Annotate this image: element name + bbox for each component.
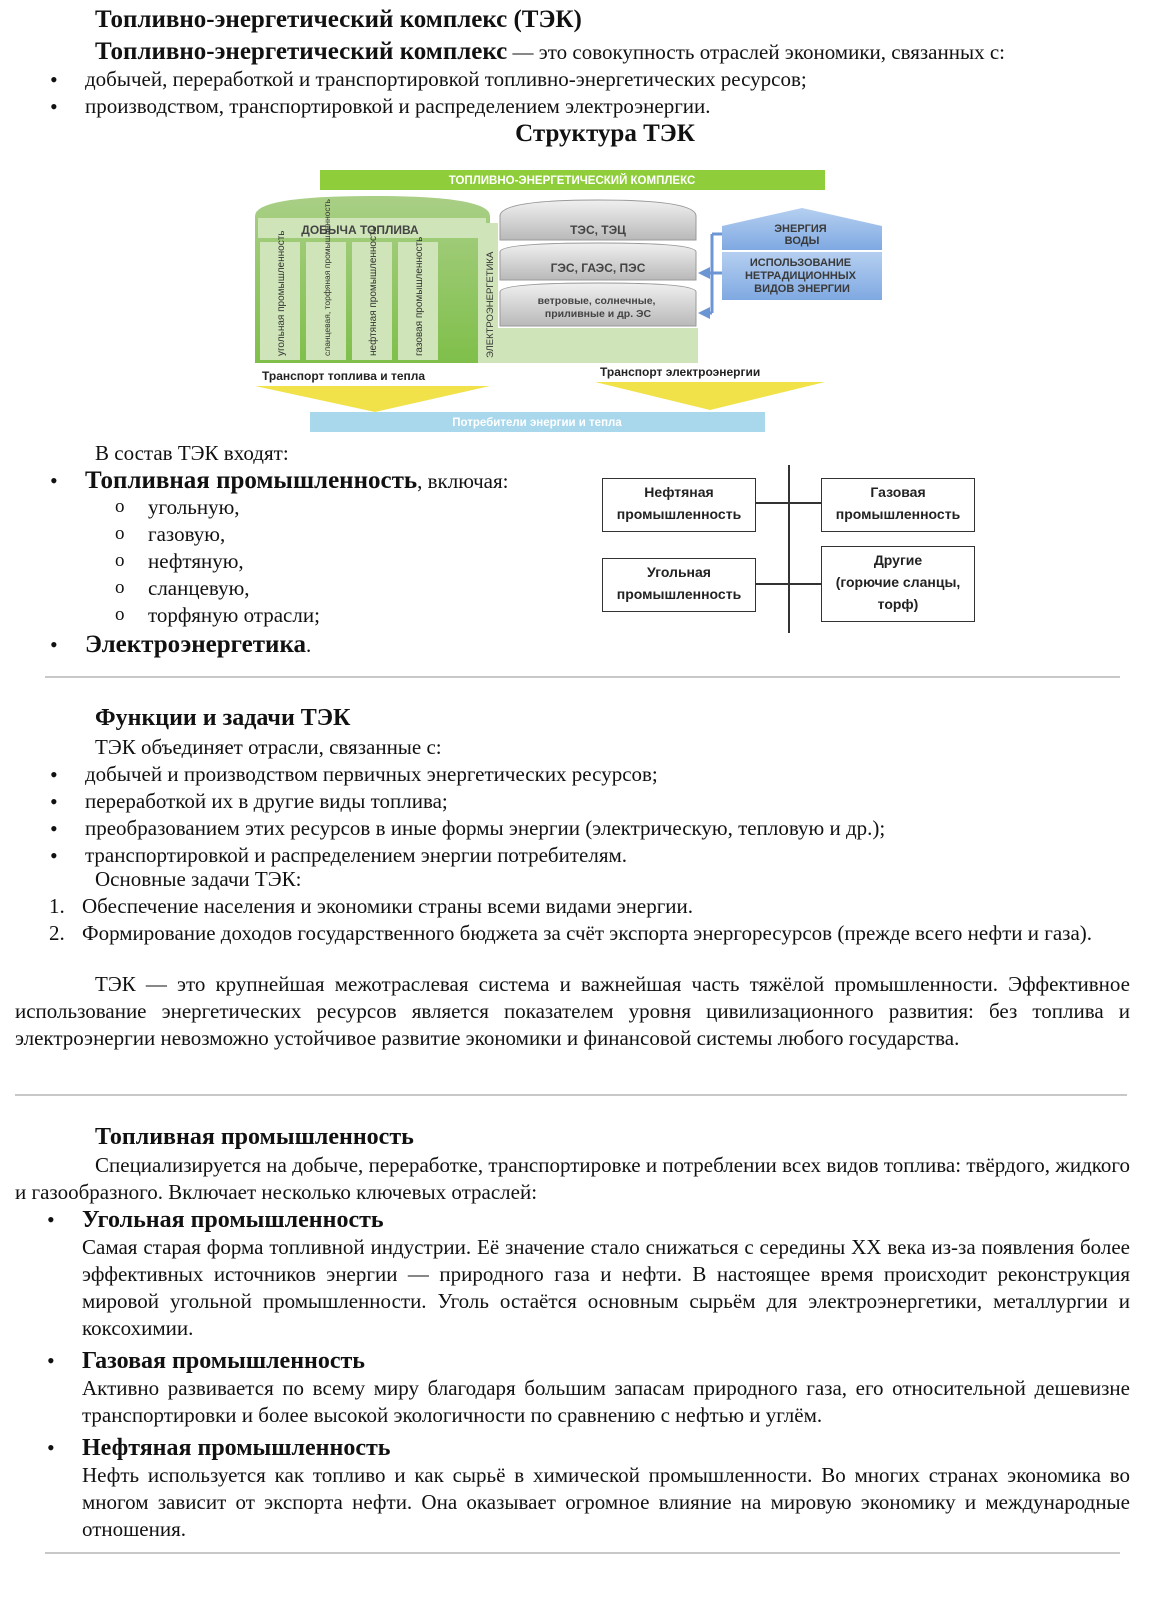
plant-renewable-label: ветровые, солнечные, приливные и др. ЭС	[537, 295, 656, 320]
plant-ges-label: ГЭС, ГАЭС, ПЭС	[550, 261, 646, 275]
box-oil-line: Нефтяная	[644, 484, 714, 500]
box-other-line: Другие	[873, 552, 923, 568]
electro-dot: .	[305, 633, 312, 657]
functions-intro: ТЭК объединяет отрасли, связанные с:	[95, 735, 442, 759]
industry-boxes	[600, 465, 980, 635]
list-item	[15, 467, 508, 495]
structure-diagram	[250, 168, 890, 438]
box-coal	[602, 558, 756, 612]
box-coal-line: промышленность	[616, 586, 742, 602]
sub-item: o сланцевую,	[115, 575, 320, 602]
task-item	[15, 920, 1130, 947]
transport-electro-label: Транспорт электроэнергии	[600, 365, 761, 379]
electro-term: Электроэнергетика	[85, 631, 306, 658]
fuel-term: Топливная промышленность	[85, 467, 418, 494]
mining-column-oil: нефтяная промышленность	[368, 226, 379, 356]
box-other	[821, 546, 975, 622]
fuel-sublist	[115, 494, 320, 629]
boxes-connector-top	[755, 502, 821, 504]
list-item: • производством, транспортировкой и распределением электроэнергии.	[15, 93, 807, 120]
transport-fuel-label: Транспорт топлива и тепла	[262, 369, 426, 383]
consumers-label: Потребители энергии и тепла	[452, 417, 622, 429]
diagram-banner-text: ТОПЛИВНО-ЭНЕРГЕТИЧЕСКИЙ КОМПЛЕКС	[448, 175, 696, 187]
functions-list	[15, 761, 885, 869]
list-item: • преобразованием этих ресурсов в иные формы энергии (электрическую, тепловую и др.);	[15, 815, 885, 842]
task-item	[15, 893, 1130, 920]
box-oil	[602, 478, 756, 532]
sub-item: o торфяную отрасли;	[115, 602, 320, 629]
page-title: Топливно-энергетический комплекс (ТЭК)	[95, 6, 582, 33]
box-oil-line: промышленность	[616, 506, 742, 522]
item-text: Активно развивается по всему миру благодаря большим запасам природного газа, его относительной дешевизне транспортировки и более высокой экологичности по сравнению с нефтью и углём.	[82, 1376, 1130, 1427]
sub-item: o нефтяную,	[115, 548, 320, 575]
lead-list	[15, 66, 807, 120]
transport-electro-arrow	[595, 382, 825, 410]
lead-term: Топливно-энергетический комплекс	[95, 38, 508, 65]
task-text: Формирование доходов государственного бюджета за счёт экспорта энергоресурсов (прежде всего нефти и газа).	[82, 921, 1093, 945]
boxes-connector-bottom	[755, 583, 821, 585]
box-gas-line: промышленность	[835, 506, 961, 522]
box-gas	[821, 478, 975, 532]
box-other-line: (горючие сланцы,	[835, 574, 961, 590]
functions-summary: ТЭК — это крупнейшая межотраслевая система и важнейшая часть тяжёлой промышленности. Эффективное использование энергетических ресурсов является показателем уровня цивилизационного развития: без топлива и электроэнергии невозможно устойчивое развитие экономики и финансовой системы любого государства.	[15, 972, 1130, 1050]
divider	[15, 1094, 1127, 1096]
fuel-industry-title: Топливная промышленность	[95, 1124, 414, 1150]
item-text: Нефть используется как топливо и как сырьё в химической промышленности. Во многих странах экономика во многом зависит от экспорта нефти. Она оказывает огромное влияние на мировую экономику и международные отношения.	[82, 1463, 1130, 1541]
functions-title: Функции и задачи ТЭК	[95, 705, 351, 731]
task-number: 1.	[49, 894, 65, 918]
list-item	[15, 631, 311, 659]
mining-column-shale: сланцевая, торфяная промышленность	[322, 199, 332, 356]
mining-column-coal: угольная промышленность	[276, 230, 287, 356]
list-item	[15, 1207, 1130, 1342]
tasks-intro: Основные задачи ТЭК:	[95, 867, 302, 891]
list-item: • добычей, переработкой и транспортировкой топливно-энергетических ресурсов;	[15, 66, 807, 93]
mining-column-gas: газовая промышленность	[414, 236, 425, 356]
box-other-line: торф)	[877, 596, 919, 612]
divider	[45, 676, 1120, 678]
structure-title: Структура ТЭК	[515, 120, 695, 147]
item-text: Самая старая форма топливной индустрии. Её значение стало снижаться с середины XX века из-за появления более эффективных источников энергии — природного газа и нефти. В настоящее время происходит реконструкция мировой угольной промышленности. Уголь остаётся основным сырьём для электроэнергетики, металлургии и коксохимии.	[82, 1235, 1130, 1340]
bullet: •	[47, 1207, 55, 1232]
item-title: Угольная промышленность	[82, 1207, 384, 1233]
bullet: •	[47, 1435, 55, 1460]
fuel-industry-items	[15, 1207, 1130, 1543]
boxes-divider	[788, 465, 790, 633]
fuel-rest: , включая:	[417, 469, 509, 493]
plant-tes-label: ТЭС, ТЭЦ	[570, 223, 626, 237]
electro-list	[15, 631, 311, 659]
lead-rest: — это совокупность отраслей экономики, связанных с:	[507, 40, 1005, 64]
list-item: • добычей и производством первичных энергетических ресурсов;	[15, 761, 885, 788]
sub-item: o угольную,	[115, 494, 320, 521]
mining-title: ДОБЫЧА ТОПЛИВА	[301, 223, 419, 237]
composition-list	[15, 467, 508, 495]
transport-fuel-arrow	[255, 386, 490, 412]
box-coal-line: Угольная	[647, 564, 711, 580]
sub-item: o газовую,	[115, 521, 320, 548]
task-number: 2.	[49, 921, 65, 945]
lead-definition	[95, 38, 1005, 66]
list-item	[15, 1435, 1130, 1543]
electro-label: ЭЛЕКТРОЭНЕРГЕТИКА	[485, 251, 496, 358]
box-gas-line: Газовая	[870, 484, 926, 500]
list-item: • переработкой их в другие виды топлива;	[15, 788, 885, 815]
composition-intro: В состав ТЭК входят:	[95, 441, 289, 465]
item-title: Нефтяная промышленность	[82, 1435, 391, 1461]
task-text: Обеспечение населения и экономики страны всеми видами энергии.	[82, 894, 694, 918]
fuel-industry-intro: Специализируется на добыче, переработке, транспортировке и потреблении всех видов топлива: твёрдого, жидкого и газообразного. Включает несколько ключевых отраслей:	[15, 1153, 1130, 1204]
list-item	[15, 1348, 1130, 1429]
bullet: •	[47, 1348, 55, 1373]
item-title: Газовая промышленность	[82, 1348, 365, 1374]
nontraditional-label: ИСПОЛЬЗОВАНИЕ НЕТРАДИЦИОННЫХ ВИДОВ ЭНЕРГИИ	[744, 257, 856, 295]
tasks-list	[15, 893, 1130, 947]
divider	[45, 1552, 1120, 1554]
list-item: • транспортировкой и распределением энергии потребителям.	[15, 842, 885, 869]
water-energy-label: ЭНЕРГИЯ ВОДЫ	[774, 223, 827, 247]
